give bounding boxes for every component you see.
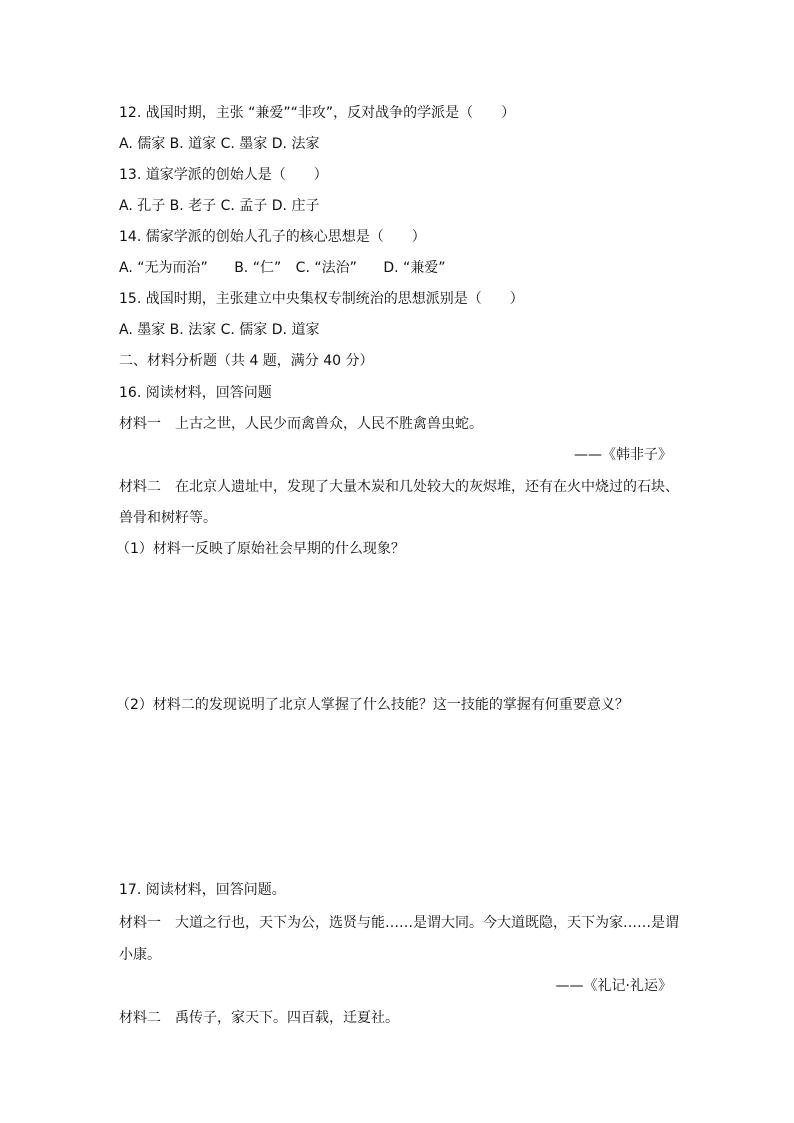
q14-option-c: C. “法治” xyxy=(295,260,357,276)
q16-intro: 16. 阅读材料，回答问题 xyxy=(119,385,272,401)
section2-heading: 二、材料分析题（共 4 题，满分 40 分） xyxy=(119,353,374,369)
q14-option-d: D. “兼爱” xyxy=(383,260,446,276)
q17-material1-line2: 小康。 xyxy=(119,947,161,963)
q16-material2-line1: 材料二 在北京人遗址中，发现了大量木炭和几处较大的灰烬堆，还有在火中烧过的石块、 xyxy=(119,479,679,495)
q15-stem: 15. 战国时期，主张建立中央集权专制统治的思想派别是（ ） xyxy=(119,291,524,307)
q16-source1: ——《韩非子》 xyxy=(574,447,672,463)
q17-material2: 材料二 禹传子，家天下。四百载，迁夏社。 xyxy=(119,1010,399,1026)
q16-material2-line2: 兽骨和树籽等。 xyxy=(119,510,217,526)
q13-stem: 13. 道家学派的创始人是（ ） xyxy=(119,167,328,183)
q16-sub1: （1）材料一反映了原始社会早期的什么现象？ xyxy=(116,541,405,557)
q15-options: A. 墨家 B. 法家 C. 儒家 D. 道家 xyxy=(119,322,320,338)
q12-stem: 12. 战国时期，主张 “兼爱”“非攻”，反对战争的学派是（ ） xyxy=(119,105,516,121)
q17-material1-line1: 材料一 大道之行也，天下为公，选贤与能……是谓大同。今大道既隐，天下为家……是谓 xyxy=(119,915,679,931)
q14-stem: 14. 儒家学派的创始人孔子的核心思想是（ ） xyxy=(119,229,426,245)
q14-option-b: B. “仁” xyxy=(234,260,282,276)
q17-intro: 17. 阅读材料，回答问题。 xyxy=(119,882,286,898)
q17-source1: ——《礼记·礼运》 xyxy=(555,978,672,994)
q16-sub2: （2）材料二的发现说明了北京人掌握了什么技能？这一技能的掌握有何重要意义？ xyxy=(116,697,629,713)
q12-options: A. 儒家 B. 道家 C. 墨家 D. 法家 xyxy=(119,136,320,152)
q14-options xyxy=(119,258,446,278)
q16-material1: 材料一 上古之世，人民少而禽兽众，人民不胜禽兽虫蛇。 xyxy=(119,416,483,432)
q14-option-a: A. “无为而治” xyxy=(119,260,208,276)
q13-options: A. 孔子 B. 老子 C. 孟子 D. 庄子 xyxy=(119,198,320,214)
